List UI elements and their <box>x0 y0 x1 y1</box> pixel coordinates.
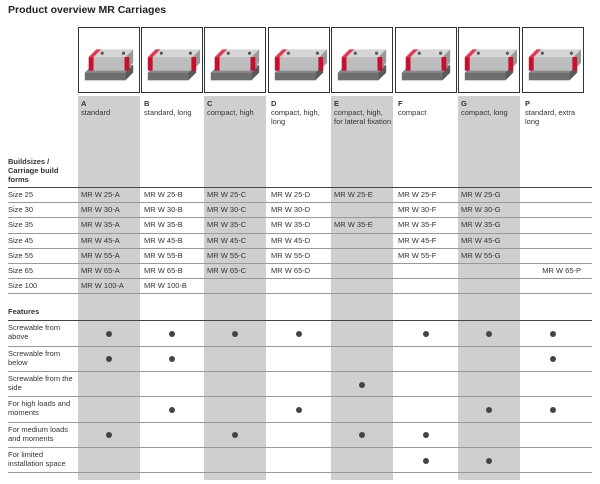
variant-letter: P <box>525 99 531 108</box>
model-cell: MR W 35-G <box>461 220 501 230</box>
row-divider <box>8 278 592 279</box>
carriage-thumbnail[interactable] <box>522 27 584 93</box>
carriage-thumbnail[interactable] <box>331 27 393 93</box>
row-divider <box>8 396 592 397</box>
model-cell: MR W 45-F <box>398 235 437 245</box>
model-cell: MR W 65-B <box>144 266 183 275</box>
variant-description: compact <box>398 108 427 117</box>
feature-row-label: For medium loads and moments <box>8 424 69 443</box>
model-cell: MR W 25-B <box>144 190 183 199</box>
row-divider <box>8 447 592 448</box>
feature-dot <box>423 432 429 438</box>
size-row-label: Size 65 <box>8 266 34 275</box>
feature-dot <box>423 331 429 337</box>
carriage-thumbnail[interactable] <box>395 27 457 93</box>
model-cell: MR W 30-G <box>461 205 501 215</box>
feature-row-label: Screwable from the side <box>8 374 73 392</box>
feature-dot <box>550 331 556 337</box>
variant-header-a <box>78 99 140 117</box>
model-cell: MR W 35-C <box>207 220 247 230</box>
row-divider <box>8 248 592 249</box>
model-cell: MR W 45-D <box>271 235 311 245</box>
size-row-label: Size 30 <box>8 205 34 215</box>
variant-header-p <box>522 99 584 126</box>
model-cell: MR W 45-C <box>207 235 247 245</box>
model-cell: MR W 35-D <box>271 220 311 230</box>
size-row-label: Size 25 <box>8 190 34 199</box>
model-cell: MR W 45-B <box>144 235 183 245</box>
model-cell: MR W 55-C <box>207 250 247 260</box>
row-divider <box>8 293 592 294</box>
model-cell: MR W 65-C <box>207 266 247 275</box>
feature-dot <box>486 407 492 413</box>
model-cell: MR W 55-D <box>271 250 311 260</box>
model-cell: MR W 45-A <box>81 235 120 245</box>
model-cell: MR W 25-C <box>207 190 247 199</box>
model-cell: MR W 30-A <box>81 205 120 215</box>
variant-header-f <box>395 99 457 117</box>
page-title: Product overview MR Carriages <box>8 4 167 16</box>
carriage-thumbnail[interactable] <box>458 27 520 93</box>
size-row-label: Size 100 <box>8 281 38 291</box>
row-divider <box>8 346 592 347</box>
feature-dot <box>296 407 302 413</box>
variant-header-c <box>204 99 266 117</box>
carriage-icon <box>142 28 202 92</box>
feature-dot <box>359 382 365 388</box>
variant-description: compact, high, long <box>271 108 320 126</box>
row-divider <box>8 472 592 473</box>
model-cell: MR W 55-F <box>398 250 437 260</box>
feature-dot <box>486 458 492 464</box>
variant-header-g <box>458 99 520 117</box>
carriage-thumbnail[interactable] <box>141 27 203 93</box>
variant-header-d <box>268 99 330 126</box>
variant-letter: A <box>81 99 87 108</box>
feature-dot <box>423 458 429 464</box>
feature-row-label: Screwable from below <box>8 348 61 367</box>
model-cell: MR W 100-A <box>81 281 124 291</box>
variant-letter: B <box>144 99 150 108</box>
model-cell: MR W 25-F <box>398 190 437 199</box>
model-cell: MR W 30-F <box>398 205 437 215</box>
model-cell: MR W 25-G <box>461 190 501 199</box>
model-cell: MR W 45-G <box>461 235 501 245</box>
row-divider <box>8 217 592 218</box>
model-cell: MR W 30-C <box>207 205 247 215</box>
model-cell: MR W 35-F <box>398 220 437 230</box>
variant-letter: D <box>271 99 277 108</box>
features-header: Features <box>8 307 40 317</box>
row-divider <box>8 422 592 423</box>
buildsizes-header: Buildsizes / Carriage build forms <box>8 157 59 184</box>
feature-dot <box>169 331 175 337</box>
model-cell: MR W 55-B <box>144 250 183 260</box>
model-cell: MR W 30-D <box>271 205 311 215</box>
carriage-icon <box>79 28 139 92</box>
carriage-icon <box>332 28 392 92</box>
product-table <box>8 27 592 480</box>
row-divider <box>8 233 592 234</box>
model-cell: MR W 100-B <box>144 281 187 291</box>
variant-letter: E <box>334 99 340 108</box>
model-cell: MR W 65-A <box>81 266 120 275</box>
carriage-thumbnail[interactable] <box>204 27 266 93</box>
row-divider <box>8 187 592 188</box>
variant-letter: C <box>207 99 213 108</box>
variant-description: standard <box>81 108 111 117</box>
model-cell: MR W 30-B <box>144 205 183 215</box>
carriage-thumbnail[interactable] <box>78 27 140 93</box>
variant-letter: F <box>398 99 403 108</box>
carriage-thumbnail[interactable] <box>268 27 330 93</box>
variant-letter: G <box>461 99 467 108</box>
variant-description: compact, high, for lateral fixation <box>334 108 392 126</box>
model-cell: MR W 55-G <box>461 250 501 260</box>
feature-row-label: For limited installation space <box>8 449 66 468</box>
feature-row-label: Screwable from above <box>8 323 61 342</box>
model-cell: MR W 65-P <box>542 266 581 275</box>
variant-description: standard, extra long <box>525 108 576 126</box>
row-divider <box>8 263 592 264</box>
model-cell: MR W 35-B <box>144 220 183 230</box>
feature-dot <box>232 331 238 337</box>
carriage-icon <box>269 28 329 92</box>
variant-header-b <box>141 99 203 117</box>
model-cell: MR W 35-A <box>81 220 120 230</box>
feature-dot <box>296 331 302 337</box>
row-divider <box>8 320 592 321</box>
feature-dot <box>550 356 556 362</box>
carriage-icon <box>459 28 519 92</box>
size-row-label: Size 45 <box>8 235 34 245</box>
model-cell: MR W 55-A <box>81 250 120 260</box>
size-row-label: Size 35 <box>8 220 34 230</box>
size-row-label: Size 55 <box>8 250 34 260</box>
variant-header-e <box>331 99 393 126</box>
carriage-icon <box>396 28 456 92</box>
carriage-icon <box>523 28 583 92</box>
feature-row-label: For high loads and moments <box>8 399 71 418</box>
variant-description: compact, long <box>461 108 508 117</box>
feature-dot <box>550 407 556 413</box>
row-divider <box>8 202 592 203</box>
variant-description: compact, high <box>207 108 254 117</box>
variant-description: standard, long <box>144 108 192 117</box>
feature-dot <box>169 407 175 413</box>
row-divider <box>8 371 592 372</box>
model-cell: MR W 65-D <box>271 266 311 275</box>
model-cell: MR W 25-D <box>271 190 311 199</box>
model-cell: MR W 25-E <box>334 190 373 199</box>
feature-dot <box>106 331 112 337</box>
model-cell: MR W 35-E <box>334 220 373 230</box>
model-cell: MR W 25-A <box>81 190 120 199</box>
feature-dot <box>486 331 492 337</box>
feature-dot <box>169 356 175 362</box>
carriage-icon <box>205 28 265 92</box>
